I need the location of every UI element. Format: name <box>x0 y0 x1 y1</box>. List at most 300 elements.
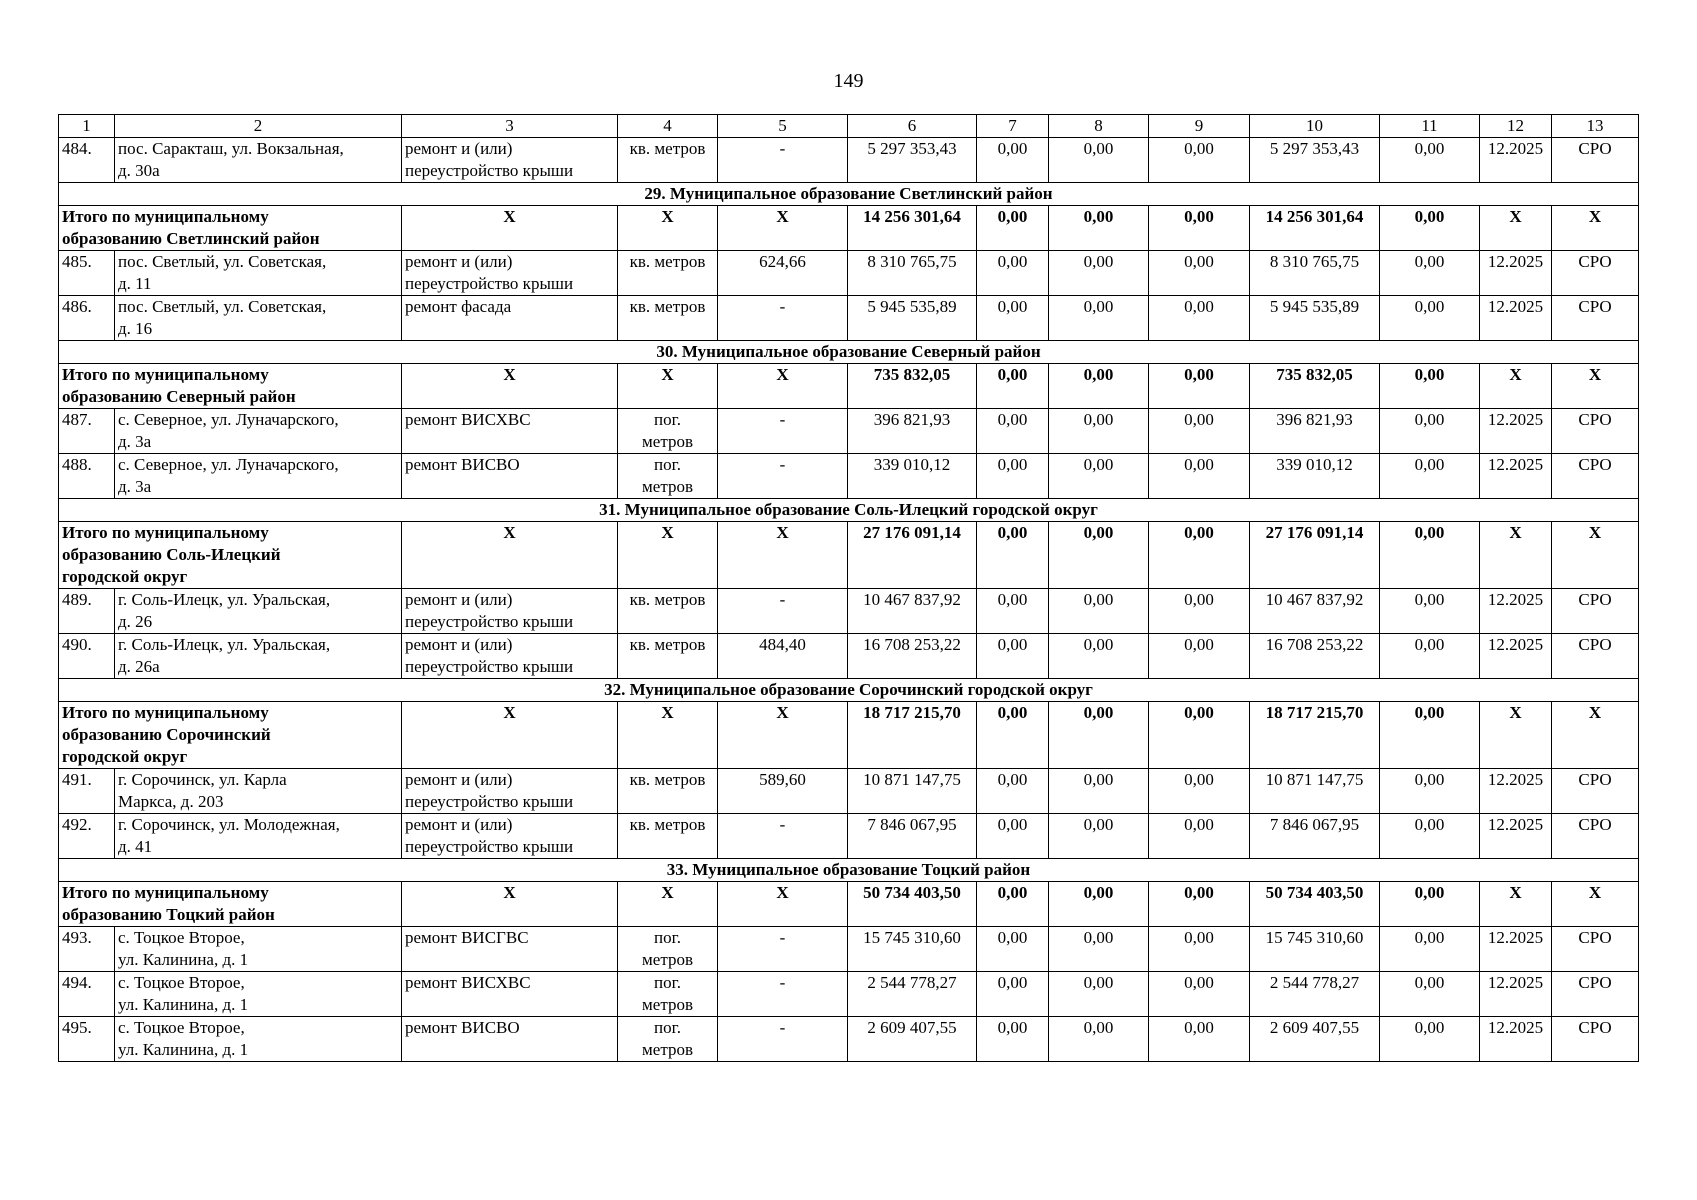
address-cell-line: г. Сорочинск, ул. Карла <box>118 770 287 789</box>
work-type-cell <box>402 769 618 814</box>
method-cell: СРО <box>1552 927 1639 972</box>
x-mark: X <box>402 702 618 769</box>
method-cell: СРО <box>1552 138 1639 183</box>
method-cell: СРО <box>1552 634 1639 679</box>
cell-value: 0,00 <box>1380 409 1480 454</box>
cell-value: - <box>718 454 848 499</box>
address-cell <box>115 972 402 1017</box>
address-cell-line: с. Тоцкое Второе, <box>118 928 245 947</box>
cell-value: 0,00 <box>1380 814 1480 859</box>
cell-value: 0,00 <box>1049 927 1149 972</box>
total-label-line: Итого по муниципальному <box>62 523 269 542</box>
cell-value: 5 297 353,43 <box>1250 138 1380 183</box>
section-title: 29. Муниципальное образование Светлинский район <box>59 183 1639 206</box>
column-number: 1 <box>59 115 115 138</box>
column-number-row <box>59 115 1639 138</box>
cell-value: 0,00 <box>1149 522 1250 589</box>
cell-value: 0,00 <box>977 138 1049 183</box>
method-cell: СРО <box>1552 972 1639 1017</box>
cell-value: 0,00 <box>1149 814 1250 859</box>
column-number: 6 <box>848 115 977 138</box>
total-label-line: образованию Тоцкий район <box>62 905 275 924</box>
cell-value: 0,00 <box>1380 927 1480 972</box>
work-type-cell <box>402 1017 618 1062</box>
cell-value: 589,60 <box>718 769 848 814</box>
cell-value: 0,00 <box>1149 769 1250 814</box>
deadline-cell: 12.2025 <box>1480 769 1552 814</box>
work-type-cell-line: ремонт и (или) <box>405 252 513 271</box>
section-header-row <box>59 859 1639 882</box>
table-row <box>59 454 1639 499</box>
municipal-total-row <box>59 522 1639 589</box>
method-cell: СРО <box>1552 454 1639 499</box>
cell-value: - <box>718 409 848 454</box>
unit-cell-line: метров <box>642 477 693 496</box>
section-header-row <box>59 499 1639 522</box>
address-cell <box>115 409 402 454</box>
cell-value: 0,00 <box>1049 454 1149 499</box>
address-cell-line: д. 26 <box>118 612 153 631</box>
unit-cell <box>618 814 718 859</box>
cell-value: 0,00 <box>1380 702 1480 769</box>
column-number: 11 <box>1380 115 1480 138</box>
table-row <box>59 769 1639 814</box>
cell-value: 0,00 <box>1049 409 1149 454</box>
cell-value: 0,00 <box>1380 589 1480 634</box>
address-cell-line: г. Сорочинск, ул. Молодежная, <box>118 815 340 834</box>
cell-value: 8 310 765,75 <box>848 251 977 296</box>
cell-value: 0,00 <box>1049 589 1149 634</box>
cell-value: 16 708 253,22 <box>1250 634 1380 679</box>
table-row <box>59 251 1639 296</box>
total-label <box>59 364 402 409</box>
cell-value: 0,00 <box>1149 927 1250 972</box>
method-cell: СРО <box>1552 814 1639 859</box>
cell-value: 10 871 147,75 <box>1250 769 1380 814</box>
cell-value: 0,00 <box>1049 206 1149 251</box>
cell-value: 0,00 <box>1149 589 1250 634</box>
cell-value: 0,00 <box>977 251 1049 296</box>
total-cost: 735 832,05 <box>1250 364 1380 409</box>
cell-value: - <box>718 814 848 859</box>
cell-value: 0,00 <box>1049 972 1149 1017</box>
cell-value: 0,00 <box>1149 364 1250 409</box>
unit-cell <box>618 589 718 634</box>
column-number: 13 <box>1552 115 1639 138</box>
address-cell-line: д. 16 <box>118 319 153 338</box>
cell-value: 0,00 <box>1049 702 1149 769</box>
total-cost: 27 176 091,14 <box>848 522 977 589</box>
table-row <box>59 409 1639 454</box>
address-cell-line: г. Соль-Илецк, ул. Уральская, <box>118 590 331 609</box>
address-cell-line: пос. Светлый, ул. Советская, <box>118 252 327 271</box>
work-type-cell <box>402 634 618 679</box>
unit-cell-line: кв. метров <box>629 770 706 789</box>
address-cell-line: с. Тоцкое Второе, <box>118 973 245 992</box>
cell-value: 0,00 <box>1049 882 1149 927</box>
row-number: 495. <box>59 1017 115 1062</box>
cell-value: 0,00 <box>1380 972 1480 1017</box>
x-mark: X <box>402 364 618 409</box>
unit-cell <box>618 972 718 1017</box>
total-cost: 14 256 301,64 <box>1250 206 1380 251</box>
address-cell-line: д. 3а <box>118 432 152 451</box>
total-cost: 735 832,05 <box>848 364 977 409</box>
address-cell <box>115 296 402 341</box>
section-header-row <box>59 183 1639 206</box>
cell-value: 0,00 <box>1049 634 1149 679</box>
table-row <box>59 927 1639 972</box>
row-number: 490. <box>59 634 115 679</box>
address-cell-line: с. Северное, ул. Луначарского, <box>118 455 339 474</box>
cell-value: 0,00 <box>1149 882 1250 927</box>
cell-value: - <box>718 972 848 1017</box>
x-mark: X <box>618 522 718 589</box>
work-type-cell-line: ремонт фасада <box>405 297 512 316</box>
address-cell <box>115 454 402 499</box>
cell-value: 15 745 310,60 <box>1250 927 1380 972</box>
cell-value: 5 297 353,43 <box>848 138 977 183</box>
cell-value: 339 010,12 <box>1250 454 1380 499</box>
work-type-cell <box>402 251 618 296</box>
total-label-line: городской округ <box>62 747 188 766</box>
cell-value: 0,00 <box>977 206 1049 251</box>
address-cell-line: с. Тоцкое Второе, <box>118 1018 245 1037</box>
work-type-cell <box>402 814 618 859</box>
unit-cell <box>618 769 718 814</box>
address-cell <box>115 589 402 634</box>
cell-value: - <box>718 296 848 341</box>
row-number: 489. <box>59 589 115 634</box>
address-cell <box>115 138 402 183</box>
municipal-total-row <box>59 702 1639 769</box>
cell-value: 0,00 <box>1380 522 1480 589</box>
x-mark: X <box>1552 206 1639 251</box>
work-type-cell-line: ремонт и (или) <box>405 635 513 654</box>
table-row <box>59 589 1639 634</box>
cell-value: 0,00 <box>1380 1017 1480 1062</box>
work-type-cell-line: ремонт и (или) <box>405 815 513 834</box>
column-number: 3 <box>402 115 618 138</box>
cell-value: 0,00 <box>1380 882 1480 927</box>
municipal-total-row <box>59 882 1639 927</box>
work-type-cell <box>402 972 618 1017</box>
cell-value: 0,00 <box>1149 454 1250 499</box>
unit-cell-line: метров <box>642 432 693 451</box>
cell-value: 0,00 <box>1149 206 1250 251</box>
section-title: 30. Муниципальное образование Северный район <box>59 341 1639 364</box>
table-row <box>59 296 1639 341</box>
cell-value: 0,00 <box>1149 972 1250 1017</box>
cell-value: 0,00 <box>977 589 1049 634</box>
total-cost: 50 734 403,50 <box>848 882 977 927</box>
unit-cell-line: кв. метров <box>629 815 706 834</box>
deadline-cell: 12.2025 <box>1480 634 1552 679</box>
x-mark: X <box>1552 702 1639 769</box>
cell-value: 0,00 <box>1049 251 1149 296</box>
address-cell-line: д. 26а <box>118 657 160 676</box>
cell-value: 0,00 <box>977 702 1049 769</box>
address-cell-line: д. 3а <box>118 477 152 496</box>
section-header-row <box>59 341 1639 364</box>
method-cell: СРО <box>1552 769 1639 814</box>
total-label-line: образованию Сорочинский <box>62 725 271 744</box>
cell-value: 339 010,12 <box>848 454 977 499</box>
unit-cell <box>618 251 718 296</box>
cell-value: 0,00 <box>977 1017 1049 1062</box>
table-body <box>59 115 1639 1062</box>
row-number: 493. <box>59 927 115 972</box>
unit-cell-line: пог. <box>654 973 681 992</box>
address-cell <box>115 251 402 296</box>
deadline-cell: 12.2025 <box>1480 589 1552 634</box>
work-type-cell-line: ремонт и (или) <box>405 139 513 158</box>
address-cell-line: с. Северное, ул. Луначарского, <box>118 410 339 429</box>
table-row <box>59 634 1639 679</box>
address-cell <box>115 769 402 814</box>
cell-value: 396 821,93 <box>1250 409 1380 454</box>
address-cell-line: д. 11 <box>118 274 152 293</box>
total-label <box>59 206 402 251</box>
work-type-cell-line: ремонт ВИСХВС <box>405 410 531 429</box>
cell-value: 7 846 067,95 <box>1250 814 1380 859</box>
section-title: 31. Муниципальное образование Соль-Илецкий городской округ <box>59 499 1639 522</box>
cell-value: 0,00 <box>1380 454 1480 499</box>
work-type-cell <box>402 409 618 454</box>
total-label <box>59 522 402 589</box>
deadline-cell: 12.2025 <box>1480 251 1552 296</box>
deadline-cell: 12.2025 <box>1480 409 1552 454</box>
cell-value: 0,00 <box>1380 251 1480 296</box>
cell-value: 0,00 <box>977 634 1049 679</box>
address-cell-line: ул. Калинина, д. 1 <box>118 1040 249 1059</box>
work-type-cell-line: переустройство крыши <box>405 657 574 676</box>
work-type-cell-line: ремонт ВИСВО <box>405 455 520 474</box>
unit-cell-line: кв. метров <box>629 139 706 158</box>
cell-value: 0,00 <box>977 927 1049 972</box>
total-label-line: Итого по муниципальному <box>62 703 269 722</box>
total-label-line: образованию Соль-Илецкий <box>62 545 281 564</box>
row-number: 488. <box>59 454 115 499</box>
page-number: 149 <box>833 70 864 92</box>
cell-value: 8 310 765,75 <box>1250 251 1380 296</box>
x-mark: X <box>1480 206 1552 251</box>
column-number: 4 <box>618 115 718 138</box>
cell-value: 0,00 <box>977 364 1049 409</box>
column-number: 10 <box>1250 115 1380 138</box>
unit-cell <box>618 409 718 454</box>
municipal-total-row <box>59 206 1639 251</box>
cell-value: 0,00 <box>1049 364 1149 409</box>
cell-value: 0,00 <box>1380 364 1480 409</box>
address-cell-line: д. 30а <box>118 161 160 180</box>
section-title: 32. Муниципальное образование Сорочинский городской округ <box>59 679 1639 702</box>
cell-value: 2 609 407,55 <box>848 1017 977 1062</box>
address-cell-line: пос. Светлый, ул. Советская, <box>118 297 327 316</box>
cell-value: 0,00 <box>977 814 1049 859</box>
method-cell: СРО <box>1552 589 1639 634</box>
x-mark: X <box>402 206 618 251</box>
total-label-line: образованию Светлинский район <box>62 229 320 248</box>
cell-value: 2 544 778,27 <box>848 972 977 1017</box>
cell-value: 0,00 <box>1149 251 1250 296</box>
work-type-cell-line: переустройство крыши <box>405 837 574 856</box>
method-cell: СРО <box>1552 409 1639 454</box>
unit-cell-line: кв. метров <box>629 590 706 609</box>
work-type-cell <box>402 296 618 341</box>
unit-cell-line: метров <box>642 995 693 1014</box>
deadline-cell: 12.2025 <box>1480 814 1552 859</box>
x-mark: X <box>618 364 718 409</box>
total-label-line: образованию Северный район <box>62 387 296 406</box>
deadline-cell: 12.2025 <box>1480 1017 1552 1062</box>
column-number: 12 <box>1480 115 1552 138</box>
row-number: 487. <box>59 409 115 454</box>
cell-value: 0,00 <box>1149 634 1250 679</box>
unit-cell <box>618 634 718 679</box>
cell-value: 0,00 <box>977 454 1049 499</box>
cell-value: 0,00 <box>977 522 1049 589</box>
address-cell-line: д. 41 <box>118 837 153 856</box>
work-type-cell <box>402 454 618 499</box>
table-row <box>59 814 1639 859</box>
x-mark: X <box>1480 364 1552 409</box>
unit-cell <box>618 454 718 499</box>
unit-cell-line: пог. <box>654 1018 681 1037</box>
unit-cell-line: метров <box>642 1040 693 1059</box>
municipal-total-row <box>59 364 1639 409</box>
cell-value: 2 544 778,27 <box>1250 972 1380 1017</box>
address-cell <box>115 1017 402 1062</box>
total-cost: 50 734 403,50 <box>1250 882 1380 927</box>
unit-cell <box>618 927 718 972</box>
unit-cell-line: кв. метров <box>629 252 706 271</box>
cell-value: 0,00 <box>977 972 1049 1017</box>
cell-value: 10 467 837,92 <box>1250 589 1380 634</box>
address-cell-line: пос. Саракташ, ул. Вокзальная, <box>118 139 344 158</box>
total-label <box>59 882 402 927</box>
x-mark: X <box>618 702 718 769</box>
cell-value: 0,00 <box>977 882 1049 927</box>
cell-value: - <box>718 1017 848 1062</box>
total-label-line: Итого по муниципальному <box>62 365 269 384</box>
section-header-row <box>59 679 1639 702</box>
cell-value: 10 467 837,92 <box>848 589 977 634</box>
unit-cell <box>618 296 718 341</box>
cell-value: 0,00 <box>1380 769 1480 814</box>
work-type-cell <box>402 138 618 183</box>
deadline-cell: 12.2025 <box>1480 296 1552 341</box>
x-mark: X <box>718 882 848 927</box>
column-number: 7 <box>977 115 1049 138</box>
cell-value: 396 821,93 <box>848 409 977 454</box>
x-mark: X <box>1480 702 1552 769</box>
x-mark: X <box>1552 364 1639 409</box>
cell-value: 0,00 <box>1049 1017 1149 1062</box>
x-mark: X <box>1552 882 1639 927</box>
cell-value: 0,00 <box>1149 409 1250 454</box>
x-mark: X <box>718 364 848 409</box>
cell-value: 7 846 067,95 <box>848 814 977 859</box>
cell-value: - <box>718 589 848 634</box>
capital-repair-table <box>58 114 1639 1062</box>
address-cell <box>115 814 402 859</box>
cell-value: 0,00 <box>1149 296 1250 341</box>
row-number: 484. <box>59 138 115 183</box>
row-number: 491. <box>59 769 115 814</box>
unit-cell-line: кв. метров <box>629 635 706 654</box>
cell-value: 484,40 <box>718 634 848 679</box>
work-type-cell-line: переустройство крыши <box>405 274 574 293</box>
table-row <box>59 972 1639 1017</box>
deadline-cell: 12.2025 <box>1480 972 1552 1017</box>
table-row <box>59 1017 1639 1062</box>
cell-value: 0,00 <box>1049 138 1149 183</box>
column-number: 8 <box>1049 115 1149 138</box>
section-title: 33. Муниципальное образование Тоцкий район <box>59 859 1639 882</box>
cell-value: - <box>718 138 848 183</box>
cell-value: 0,00 <box>977 769 1049 814</box>
cell-value: 0,00 <box>1149 702 1250 769</box>
unit-cell-line: кв. метров <box>629 297 706 316</box>
work-type-cell-line: ремонт ВИСХВС <box>405 973 531 992</box>
cell-value: 2 609 407,55 <box>1250 1017 1380 1062</box>
cell-value: 0,00 <box>1380 634 1480 679</box>
method-cell: СРО <box>1552 251 1639 296</box>
cell-value: 15 745 310,60 <box>848 927 977 972</box>
cell-value: 0,00 <box>1149 138 1250 183</box>
work-type-cell-line: переустройство крыши <box>405 161 574 180</box>
total-label <box>59 702 402 769</box>
row-number: 486. <box>59 296 115 341</box>
method-cell: СРО <box>1552 1017 1639 1062</box>
table-row <box>59 138 1639 183</box>
x-mark: X <box>1480 882 1552 927</box>
work-type-cell <box>402 927 618 972</box>
column-number: 2 <box>115 115 402 138</box>
x-mark: X <box>618 206 718 251</box>
unit-cell-line: пог. <box>654 455 681 474</box>
row-number: 494. <box>59 972 115 1017</box>
cell-value: 5 945 535,89 <box>848 296 977 341</box>
cell-value: 0,00 <box>1049 769 1149 814</box>
address-cell <box>115 927 402 972</box>
cell-value: 0,00 <box>977 296 1049 341</box>
cell-value: 0,00 <box>977 409 1049 454</box>
work-type-cell-line: переустройство крыши <box>405 612 574 631</box>
cell-value: 0,00 <box>1149 1017 1250 1062</box>
row-number: 492. <box>59 814 115 859</box>
cell-value: 0,00 <box>1380 206 1480 251</box>
total-cost: 18 717 215,70 <box>848 702 977 769</box>
total-label-line: городской округ <box>62 567 188 586</box>
address-cell-line: г. Соль-Илецк, ул. Уральская, <box>118 635 331 654</box>
work-type-cell-line: ремонт ВИСВО <box>405 1018 520 1037</box>
cell-value: 5 945 535,89 <box>1250 296 1380 341</box>
deadline-cell: 12.2025 <box>1480 454 1552 499</box>
address-cell <box>115 634 402 679</box>
column-number: 9 <box>1149 115 1250 138</box>
unit-cell-line: пог. <box>654 410 681 429</box>
work-type-cell <box>402 589 618 634</box>
cell-value: 10 871 147,75 <box>848 769 977 814</box>
total-cost: 14 256 301,64 <box>848 206 977 251</box>
unit-cell <box>618 138 718 183</box>
work-type-cell-line: ремонт и (или) <box>405 770 513 789</box>
total-cost: 27 176 091,14 <box>1250 522 1380 589</box>
cell-value: 0,00 <box>1380 138 1480 183</box>
work-type-cell-line: переустройство крыши <box>405 792 574 811</box>
